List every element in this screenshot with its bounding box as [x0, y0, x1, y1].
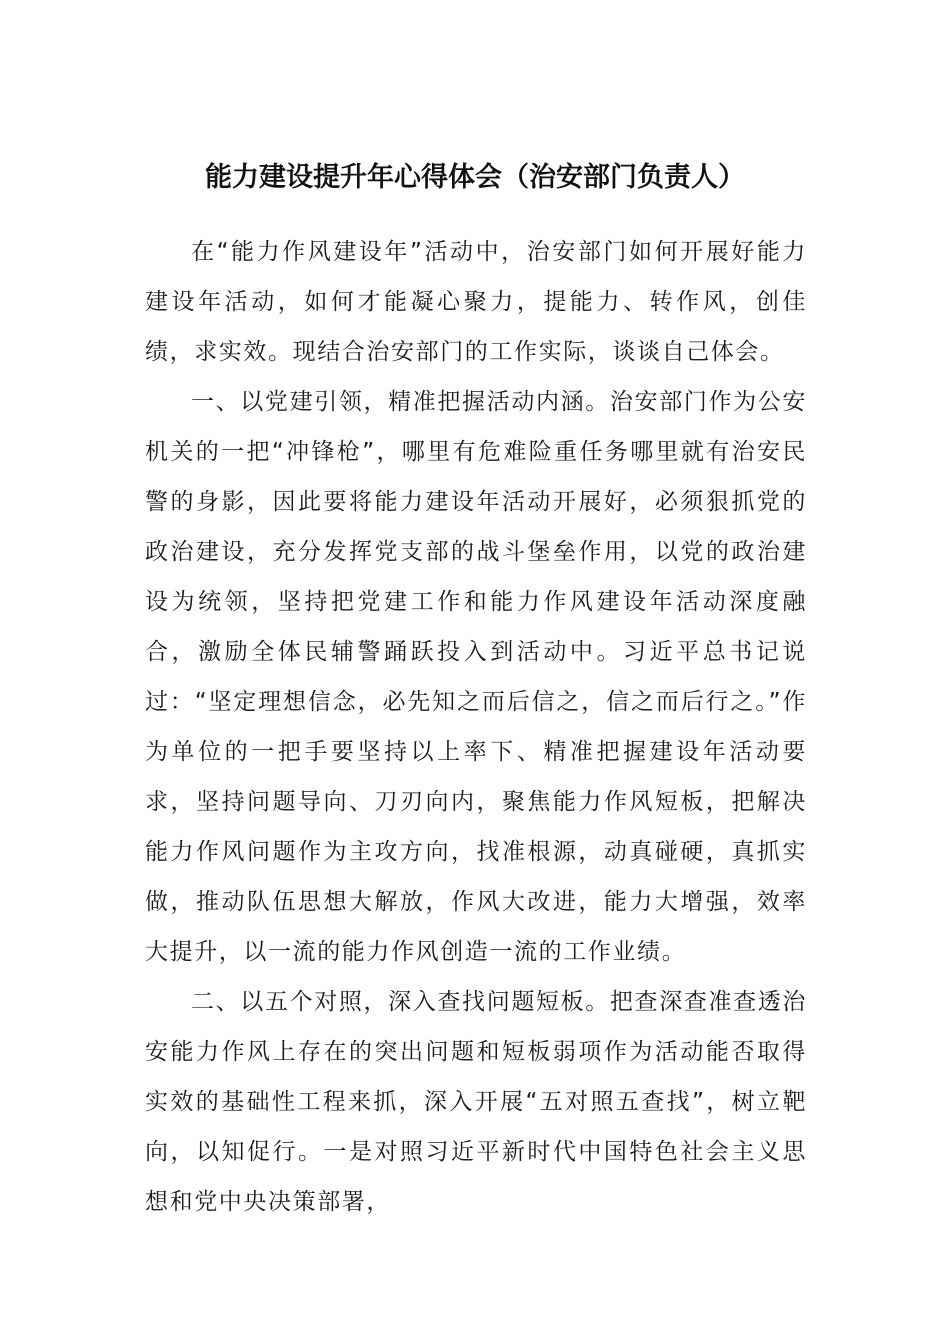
- document-body: [145, 227, 807, 1227]
- paragraph-section-two: 二、以五个对照，深入查找问题短板。把查深查准查透治安能力作风上存在的突出问题和短板弱项作为活动能否取得实效的基础性工程来抓，深入开展“五对照五查找”，树立靶向，以知促行。一是对照习近平新时代中国特色社会主义思想和党中央决策部署，: [145, 989, 807, 1215]
- paragraph-section-one: 一、以党建引领，精准把握活动内涵。治安部门作为公安机关的一把“冲锋枪”，哪里有危难险重任务哪里就有治安民警的身影，因此要将能力建设年活动开展好，必须狠抓党的政治建设，充分发挥党支部的战斗堡垒作用，以党的政治建设为统领，坚持把党建工作和能力作风建设年活动深度融合，激励全体民辅警踊跃投入到活动中。习近平总书记说过：“坚定理想信念，必先知之而后信之，信之而后行之。”作为单位的一把手要坚持以上率下、精准把握建设年活动要求，坚持问题导向、刀刃向内，聚焦能力作风短板，把解决能力作风问题作为主攻方向，找准根源，动真碰硬，真抓实做，推动队伍思想大解放，作风大改进，能力大增强，效率大提升，以一流的能力作风创造一流的工作业绩。: [145, 389, 807, 965]
- paragraph-intro: 在“能力作风建设年”活动中，治安部门如何开展好能力建设年活动，如何才能凝心聚力，提能力、转作风，创佳绩，求实效。现结合治安部门的工作实际，谈谈自己体会。: [145, 239, 807, 365]
- document-title: 能力建设提升年心得体会（治安部门负责人）: [205, 162, 745, 193]
